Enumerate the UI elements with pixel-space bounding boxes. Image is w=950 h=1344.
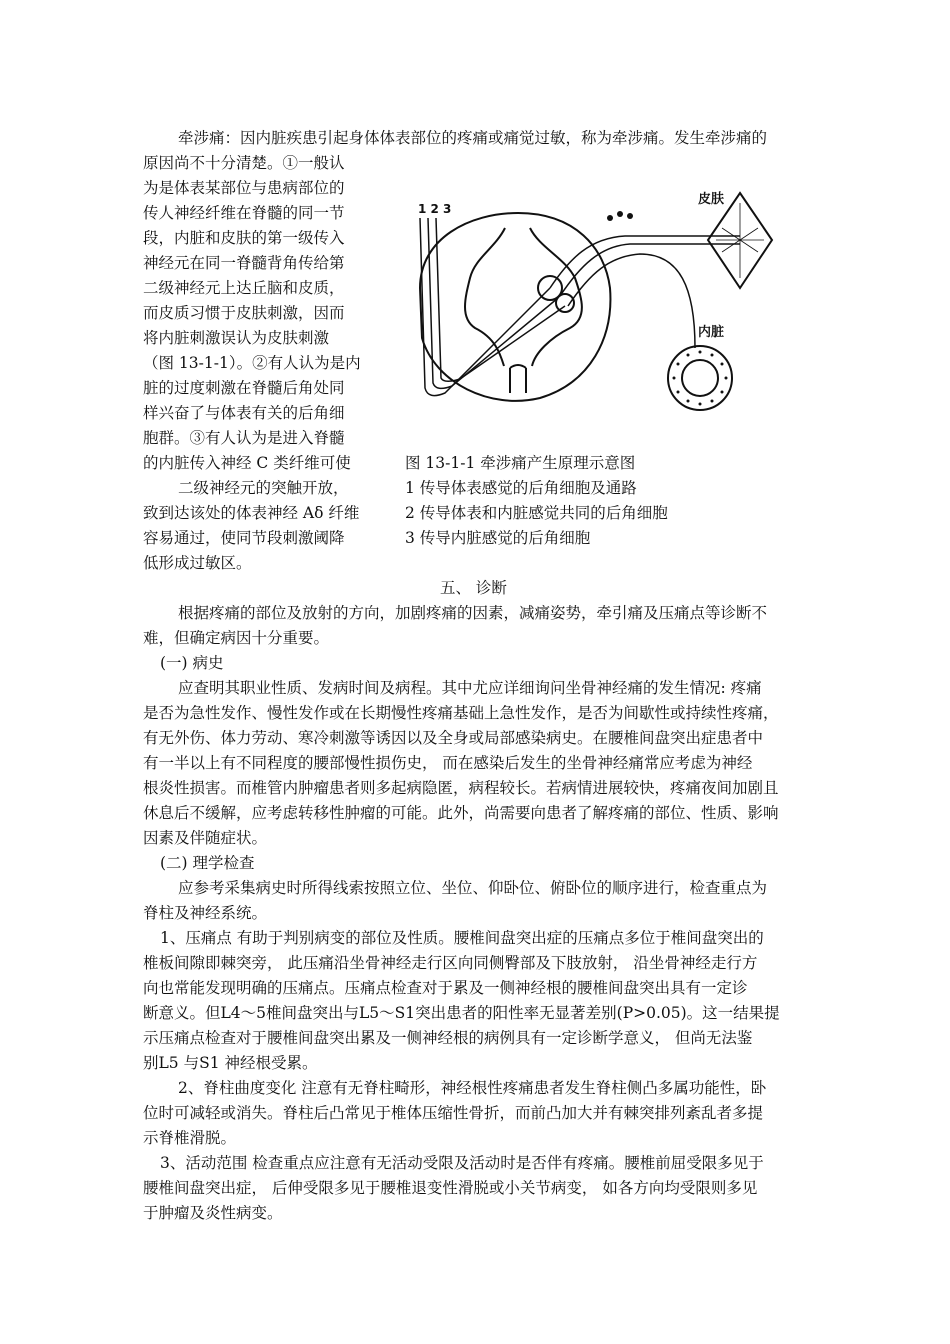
- intro-left-line: 致到达该处的体表神经 Aδ 纤维: [143, 504, 360, 522]
- paragraph-line: 根据疼痛的部位及放射的方向，加剧疼痛的因素，减痛姿势，牵引痛及压痛点等诊断不: [178, 604, 768, 622]
- intro-left-line: 的内脏传入神经 C 类纤维可使: [143, 454, 351, 472]
- intro-left-line: 脏的过度刺激在脊髓后角处同: [143, 379, 345, 397]
- paragraph-line: 因素及伴随症状。: [143, 829, 268, 847]
- intro-left-line: 胞群。③有人认为是进入脊髓: [143, 429, 345, 447]
- figure-caption-item: 3 传导内脏感觉的后角细胞: [405, 529, 591, 547]
- paragraph-line: 有无外伤、体力劳动、寒冷刺激等诱因以及全身或局部感染病史。在腰椎间盘突出症患者中: [143, 729, 764, 747]
- intro-line-1: 牵涉痛：因内脏疾患引起身体体表部位的疼痛或痛觉过敏，称为牵涉痛。发生牵涉痛的: [178, 129, 768, 147]
- viscera-label: 内脏: [698, 325, 725, 340]
- pathway-numbers: 1 2 3: [418, 202, 452, 216]
- section-heading: 五、 诊断: [440, 579, 507, 597]
- intro-left-line: 传人神经纤维在脊髓的同一节: [143, 204, 345, 222]
- figure-caption-title: 图 13-1-1 牵涉痛产生原理示意图: [405, 454, 636, 472]
- skin-fiber-2: [560, 244, 740, 296]
- paragraph-line: 位时可减轻或消失。脊柱后凸常见于椎体压缩性骨折，而前凸加大并有棘突排列紊乱者多提: [143, 1104, 764, 1122]
- intro-left-line: 将内脏刺激误认为皮肤刺激: [143, 329, 330, 347]
- paragraph-line: 于肿瘤及炎性病变。: [143, 1204, 283, 1222]
- paragraph-line: 断意义。但L4～5椎间盘突出与L5～S1突出患者的阳性率无显著差别(P>0.05)。这一结果提: [143, 1004, 780, 1022]
- skin-label: 皮肤: [698, 192, 725, 207]
- intro-left-line: 为是体表某部位与患病部位的: [143, 179, 345, 197]
- central-canal: [510, 365, 526, 393]
- paragraph-line: 根炎性损害。而椎管内肿瘤患者则多起病隐匿，病程较长。若病情进展较快，疼痛夜间加剧且: [143, 779, 779, 797]
- paragraph-line: 腰椎间盘突出症， 后伸受限多见于腰椎退变性滑脱或小关节病变， 如各方向均受限则多见: [143, 1179, 758, 1197]
- paragraph-line: 向也常能发现明确的压痛点。压痛点检查对于累及一侧神经根的腰椎间盘突出具有一定诊: [143, 979, 748, 997]
- paragraph-line: 示脊椎滑脱。: [143, 1129, 237, 1147]
- diagram-drawing: [400, 178, 792, 440]
- intro-left-line: 而皮质习惯于皮肤刺激，因而: [143, 304, 345, 322]
- intro-left-line: 低形成过敏区。: [143, 554, 252, 572]
- referred-pain-diagram: [400, 178, 792, 440]
- paragraph-line: 是否为急性发作、慢性发作或在长期慢性疼痛基础上急性发作，是否为间歇性或持续性疼痛，: [143, 704, 779, 722]
- paragraph-line: 2、脊柱曲度变化 注意有无脊柱畸形，神经根性疼痛患者发生脊柱侧凸多属功能性，卧: [178, 1079, 767, 1097]
- viscera-ring-inner: [682, 360, 718, 396]
- intro-left-line: 二级神经元上达丘脑和皮质，: [143, 279, 345, 297]
- viscera-ring-outer: [668, 346, 732, 410]
- paragraph-line: 应查明其职业性质、发病时间及病程。其中尤应详细询问坐骨神经痛的发生情况: 疼痛: [178, 679, 762, 697]
- intro-left-line: 容易通过，使同节段刺激阈降: [143, 529, 345, 547]
- grey-matter-left: [465, 228, 505, 366]
- intro-left-line: 二级神经元的突触开放，: [178, 479, 349, 497]
- intro-left-line: （图 13-1-1）。②有人认为是内: [143, 354, 361, 372]
- subheading-exam: (二) 理学检查: [160, 854, 255, 872]
- paragraph-line: 别L5 与S1 神经根受累。: [143, 1054, 318, 1072]
- intro-left-line: 样兴奋了与体表有关的后角细: [143, 404, 345, 422]
- horn-cell-2: [556, 294, 574, 312]
- intro-left-line: 段，内脏和皮肤的第一级传入: [143, 229, 345, 247]
- figure-caption-item: 1 传导体表感觉的后角细胞及通路: [405, 479, 637, 497]
- paragraph-line: 应参考采集病史时所得线索按照立位、坐位、仰卧位、俯卧位的顺序进行，检查重点为: [178, 879, 768, 897]
- intro-left-line: 原因尚不十分清楚。①一般认: [143, 154, 345, 172]
- paragraph-line: 示压痛点检查对于腰椎间盘突出累及一侧神经根的病例具有一定诊断学意义， 但尚无法鉴: [143, 1029, 753, 1047]
- figure-caption-item: 2 传导体表和内脏感觉共同的后角细胞: [405, 504, 668, 522]
- paragraph-line: 休息后不缓解，应考虑转移性肿瘤的可能。此外，尚需要向患者了解疼痛的部位、性质、影响: [143, 804, 779, 822]
- visceral-fiber: [568, 254, 695, 348]
- paragraph-line: 椎板间隙即棘突旁， 此压痛沿坐骨神经走行区向同侧臀部及下肢放射， 沿坐骨神经走行方: [143, 954, 758, 972]
- paragraph-line: 难，但确定病因十分重要。: [143, 629, 330, 647]
- paragraph-line: 1、压痛点 有助于判别病变的部位及性质。腰椎间盘突出症的压痛点多位于椎间盘突出的: [160, 929, 764, 947]
- intro-left-line: 神经元在同一脊髓背角传给第: [143, 254, 345, 272]
- subheading-history: (一) 病史: [160, 654, 224, 672]
- paragraph-line: 3、活动范围 检查重点应注意有无活动受限及活动时是否伴有疼痛。腰椎前屈受限多见于: [160, 1154, 764, 1172]
- paragraph-line: 有一半以上有不同程度的腰部慢性损伤史， 而在感染后发生的坐骨神经痛常应考虑为神经: [143, 754, 753, 772]
- paragraph-line: 脊柱及神经系统。: [143, 904, 268, 922]
